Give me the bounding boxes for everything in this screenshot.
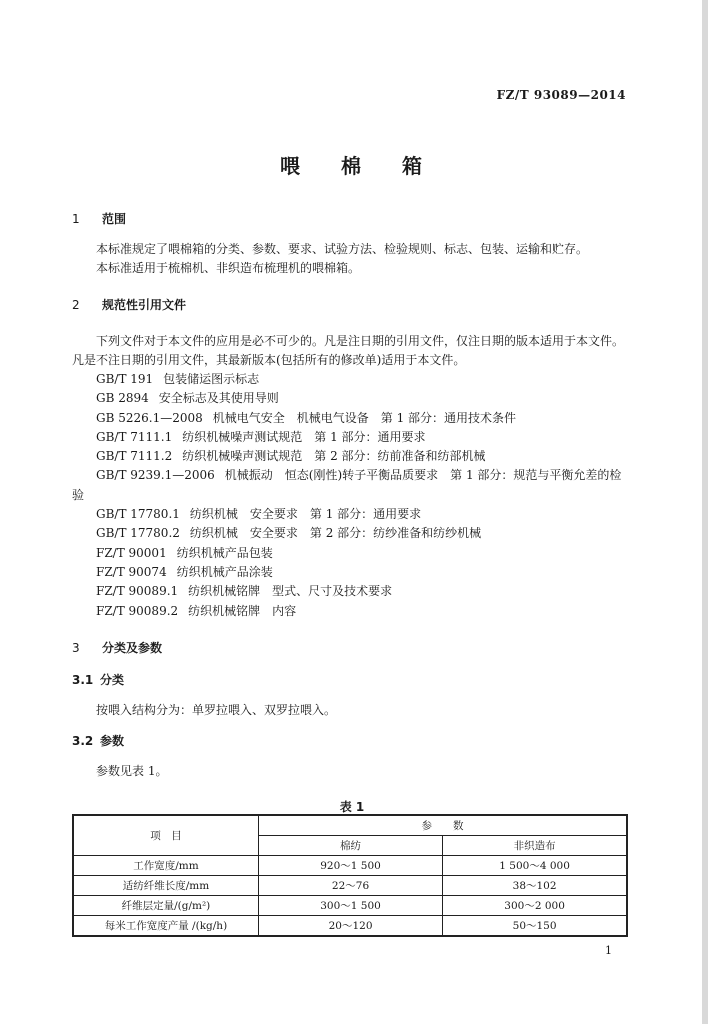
section-heading (72, 208, 632, 230)
reference-code: GB/T 7111.1 (96, 429, 173, 444)
reference-item (72, 544, 632, 563)
section-number: 3 (72, 640, 80, 655)
table-row (73, 896, 627, 916)
table-row (73, 876, 627, 896)
reference-item (72, 524, 632, 543)
paragraph: 本标准规定了喂棉箱的分类、参数、要求、试验方法、检验规则、标志、包装、运输和贮存。 (96, 242, 589, 256)
reference-name: 安全标志及其使用导则 (158, 391, 279, 406)
row-item: 每米工作宽度产量 /(kg/h) (73, 916, 258, 937)
reference-name: 机械振动 恒态(刚性)转子平衡品质要求 第 1 部分：规范与平衡允差的检验 (72, 468, 622, 502)
row-item: 纤维层定量/(g/m²) (73, 896, 258, 916)
subsection-title: 分类 (100, 672, 125, 687)
table-row (73, 856, 627, 876)
reference-item (72, 447, 632, 466)
title-char: 箱 (401, 154, 422, 178)
row-cotton: 22～76 (258, 876, 442, 896)
table-header-item: 项 目 (73, 815, 258, 856)
reference-name: 纺织机械 安全要求 第 2 部分：纺纱准备和纺纱机械 (189, 526, 482, 541)
table-caption: 表 1 (339, 799, 365, 814)
row-item: 适纺纤维长度/mm (73, 876, 258, 896)
row-nonwoven: 1 500～4 000 (443, 856, 627, 876)
standard-code: FZ/T 93089—2014 (496, 88, 626, 102)
section-title: 规范性引用文件 (102, 298, 187, 312)
row-cotton: 920～1 500 (258, 856, 442, 876)
reference-name: 纺织机械产品包装 (176, 545, 273, 560)
reference-name: 纺织机械铭牌 型式、尺寸及技术要求 (188, 584, 393, 599)
subsection-number: 3.1 (72, 672, 94, 687)
reference-item (72, 370, 632, 389)
reference-code: FZ/T 90074 (96, 564, 167, 579)
title-char: 棉 (341, 154, 361, 178)
row-cotton: 300～1 500 (258, 896, 442, 916)
reference-code: FZ/T 90089.1 (96, 584, 179, 599)
paragraph: 按喂入结构分为：单罗拉喂入、双罗拉喂入。 (96, 702, 337, 717)
reference-code: GB/T 7111.2 (96, 449, 173, 464)
reference-name: 纺织机械噪声测试规范 第 1 部分：通用要求 (182, 429, 426, 444)
reference-item (72, 602, 632, 621)
page-number: 1 (605, 944, 612, 957)
document-title (0, 150, 702, 179)
reference-code: FZ/T 90001 (96, 545, 167, 560)
reference-item (72, 428, 632, 447)
section-number: 1 (72, 212, 80, 226)
paragraph: 参数见表 1。 (96, 763, 168, 778)
reference-item (72, 563, 632, 582)
reference-item (72, 466, 632, 505)
section-number: 2 (72, 298, 80, 312)
row-nonwoven: 300～2 000 (443, 896, 627, 916)
reference-name: 机械电气安全 机械电气设备 第 1 部分：通用技术条件 (212, 410, 517, 425)
reference-item (72, 582, 632, 601)
reference-item (72, 505, 632, 524)
reference-code: GB/T 191 (96, 372, 154, 386)
subsection-number: 3.2 (72, 733, 94, 748)
row-nonwoven: 50～150 (443, 916, 627, 937)
section-heading (72, 637, 632, 659)
reference-name: 纺织机械 安全要求 第 1 部分：通用要求 (189, 507, 422, 522)
reference-name: 纺织机械铭牌 内容 (188, 603, 297, 618)
reference-code: GB 2894 (96, 391, 149, 406)
reference-code: FZ/T 90089.2 (96, 603, 179, 618)
paragraph: 下列文件对于本文件的应用是必不可少的。凡是注日期的引用文件，仅注日期的版本适用于本文件。凡是不注日期的引用文件，其最新版本(包括所有的修改单)适用于本文件。 (72, 334, 625, 367)
parameters-table (72, 814, 628, 937)
reference-item (72, 409, 632, 428)
section-title: 范围 (102, 212, 127, 226)
reference-code: GB/T 17780.1 (96, 507, 180, 522)
section-heading (72, 294, 632, 316)
reference-name: 纺织机械产品涂装 (176, 564, 273, 579)
reference-code: GB 5226.1—2008 (96, 410, 203, 425)
reference-code: GB/T 17780.2 (96, 526, 180, 541)
paragraph: 本标准适用于梳棉机、非织造布梳理机的喂棉箱。 (96, 261, 361, 275)
subsection-heading (72, 730, 632, 752)
table-header-cotton: 棉纺 (258, 836, 442, 856)
reference-item (72, 389, 632, 408)
table-row (73, 916, 627, 937)
reference-name: 纺织机械噪声测试规范 第 2 部分：纺前准备和纺部机械 (182, 449, 486, 464)
table-header-nonwoven: 非织造布 (443, 836, 627, 856)
reference-name: 包装储运图示标志 (163, 372, 260, 386)
section-title: 分类及参数 (102, 640, 163, 655)
reference-code: GB/T 9239.1—2006 (96, 468, 215, 483)
row-cotton: 20～120 (258, 916, 442, 937)
document-body (72, 208, 632, 817)
table-header-params: 参 数 (258, 815, 627, 836)
row-nonwoven: 38～102 (443, 876, 627, 896)
row-item: 工作宽度/mm (73, 856, 258, 876)
subsection-title: 参数 (100, 733, 125, 748)
title-char: 喂 (280, 154, 301, 178)
page-edge (702, 0, 708, 1024)
subsection-heading (72, 669, 632, 691)
